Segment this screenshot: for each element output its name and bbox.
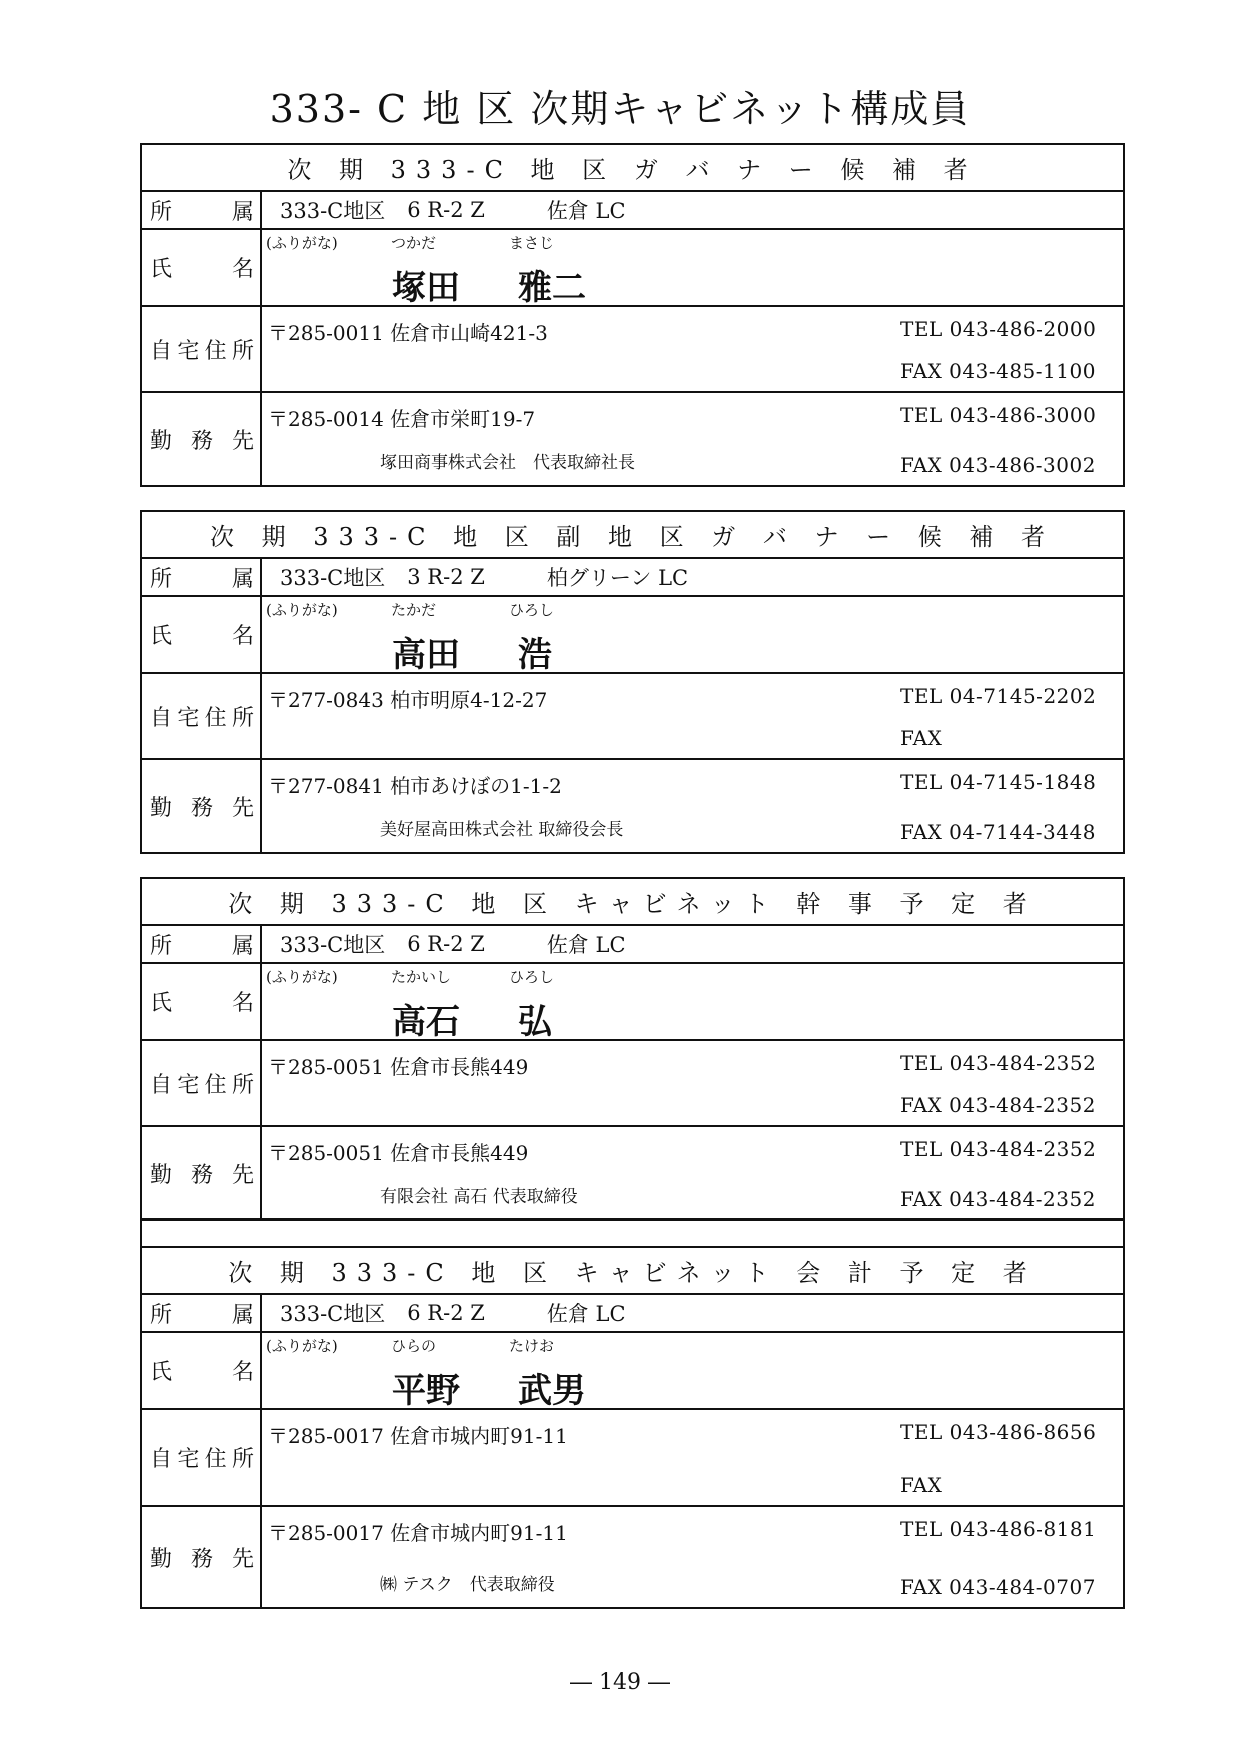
section-heading: 次 期 333-C 地 区 副 地 区 ガ バ ナ ー 候 補 者 xyxy=(142,512,1123,559)
zone: 3 R-2 Z xyxy=(407,565,485,589)
home-value xyxy=(262,307,1123,391)
work-fax: FAX 043-484-2352 xyxy=(900,1187,1096,1211)
home-address: 〒285-0011 佐倉市山崎421-3 xyxy=(268,321,548,345)
work-value xyxy=(262,760,1123,852)
home-fax: FAX xyxy=(900,726,943,750)
home-address: 〒277-0843 柏市明原4-12-27 xyxy=(268,688,548,712)
furigana-label: (ふりがな) xyxy=(266,601,338,619)
kana-family: つかだ xyxy=(391,234,437,252)
name-family: 高田 xyxy=(392,635,460,675)
club: 佐倉 LC xyxy=(546,933,626,957)
home-row xyxy=(142,1041,1123,1127)
home-tel: TEL 043-486-8656 xyxy=(900,1420,1097,1444)
kana-given: ひろし xyxy=(509,968,555,986)
section-vice-governor-candidate xyxy=(140,510,1125,854)
home-row xyxy=(142,1410,1123,1507)
affiliation-row xyxy=(142,1295,1123,1333)
work-address: 〒285-0014 佐倉市栄町19-7 xyxy=(268,407,536,431)
furigana-label: (ふりがな) xyxy=(266,968,338,986)
kana-family: たかだ xyxy=(391,601,437,619)
name-value xyxy=(262,597,1123,675)
section-secretary-designate xyxy=(140,877,1125,1221)
work-tel: TEL 043-486-8181 xyxy=(900,1517,1097,1541)
work-address: 〒285-0051 佐倉市長熊449 xyxy=(268,1141,529,1165)
affiliation-value xyxy=(262,1295,1123,1331)
affiliation-value xyxy=(262,559,1123,595)
work-company: 有限会社 高石 代表取締役 xyxy=(380,1187,578,1207)
affiliation-label: 所 属 xyxy=(142,1295,262,1331)
district: 333-C地区 xyxy=(280,566,386,590)
work-value xyxy=(262,1507,1123,1607)
name-label: 氏 名 xyxy=(142,230,262,305)
affiliation-label: 所 属 xyxy=(142,926,262,962)
work-tel: TEL 04-7145-1848 xyxy=(900,770,1097,794)
name-given: 弘 xyxy=(518,1002,552,1042)
home-label: 自 宅 住 所 xyxy=(142,1041,262,1125)
name-row xyxy=(142,1333,1123,1410)
furigana-label: (ふりがな) xyxy=(266,234,338,252)
affiliation-row xyxy=(142,192,1123,230)
zone: 6 R-2 Z xyxy=(407,932,485,956)
name-value xyxy=(262,1333,1123,1411)
kana-given: ひろし xyxy=(509,601,555,619)
affiliation-label: 所 属 xyxy=(142,192,262,228)
name-label: 氏 名 xyxy=(142,1333,262,1408)
name-row xyxy=(142,597,1123,674)
home-tel: TEL 04-7145-2202 xyxy=(900,684,1097,708)
kana-family: ひらの xyxy=(391,1337,437,1355)
work-address: 〒277-0841 柏市あけぼの1-1-2 xyxy=(268,774,562,798)
kana-family: たかいし xyxy=(391,968,452,986)
zone: 6 R-2 Z xyxy=(407,1301,485,1325)
district: 333-C地区 xyxy=(280,199,386,223)
name-family: 塚田 xyxy=(392,268,460,308)
work-row xyxy=(142,393,1123,485)
name-row xyxy=(142,964,1123,1041)
home-value xyxy=(262,674,1123,758)
page-number: ― 149 ― xyxy=(570,1670,670,1695)
affiliation-row xyxy=(142,926,1123,964)
work-row xyxy=(142,760,1123,852)
affiliation-value xyxy=(262,926,1123,962)
work-company: 塚田商事株式会社 代表取締社長 xyxy=(380,453,635,473)
zone: 6 R-2 Z xyxy=(407,198,485,222)
section-heading: 次 期 333-C 地 区 キャビネット 幹 事 予 定 者 xyxy=(142,879,1123,926)
name-row xyxy=(142,230,1123,307)
name-value xyxy=(262,964,1123,1042)
work-label: 勤 務 先 xyxy=(142,393,262,485)
home-fax: FAX 043-485-1100 xyxy=(900,359,1096,383)
home-address: 〒285-0051 佐倉市長熊449 xyxy=(268,1055,529,1079)
home-label: 自 宅 住 所 xyxy=(142,307,262,391)
home-fax: FAX 043-484-2352 xyxy=(900,1093,1096,1117)
kana-given: まさじ xyxy=(509,234,555,252)
work-fax: FAX 04-7144-3448 xyxy=(900,820,1096,844)
name-given: 武男 xyxy=(518,1371,586,1411)
district: 333-C地区 xyxy=(280,933,386,957)
section-heading: 次 期 333-C 地 区 キャビネット 会 計 予 定 者 xyxy=(142,1248,1123,1295)
home-row xyxy=(142,307,1123,393)
home-value xyxy=(262,1041,1123,1125)
district: 333-C地区 xyxy=(280,1302,386,1326)
work-row xyxy=(142,1127,1123,1219)
work-label: 勤 務 先 xyxy=(142,760,262,852)
home-address: 〒285-0017 佐倉市城内町91-11 xyxy=(268,1424,568,1448)
name-value xyxy=(262,230,1123,308)
home-label: 自 宅 住 所 xyxy=(142,674,262,758)
home-tel: TEL 043-486-2000 xyxy=(900,317,1097,341)
work-value xyxy=(262,393,1123,485)
furigana-label: (ふりがな) xyxy=(266,1337,338,1355)
home-value xyxy=(262,1410,1123,1505)
name-family: 高石 xyxy=(392,1002,460,1042)
work-fax: FAX 043-484-0707 xyxy=(900,1575,1096,1599)
work-company: 美好屋高田株式会社 取締役会長 xyxy=(380,820,624,840)
kana-given: たけお xyxy=(509,1337,555,1355)
work-label: 勤 務 先 xyxy=(142,1507,262,1607)
page-title: 333- C 地 区 次期キャビネット構成員 xyxy=(269,87,971,131)
work-row xyxy=(142,1507,1123,1607)
name-family: 平野 xyxy=(392,1371,460,1411)
home-label: 自 宅 住 所 xyxy=(142,1410,262,1505)
affiliation-row xyxy=(142,559,1123,597)
club: 佐倉 LC xyxy=(546,1302,626,1326)
affiliation-value xyxy=(262,192,1123,228)
name-given: 浩 xyxy=(518,635,552,675)
work-value xyxy=(262,1127,1123,1219)
club: 柏グリーン LC xyxy=(546,566,689,590)
club: 佐倉 LC xyxy=(546,199,626,223)
work-tel: TEL 043-486-3000 xyxy=(900,403,1097,427)
name-given: 雅二 xyxy=(518,268,586,308)
section-governor-candidate xyxy=(140,143,1125,487)
name-label: 氏 名 xyxy=(142,597,262,672)
work-company: ㈱ テスク 代表取締役 xyxy=(380,1575,555,1595)
section-heading: 次 期 333-C 地 区 ガ バ ナ ー 候 補 者 xyxy=(142,145,1123,192)
section-treasurer-designate xyxy=(140,1246,1125,1609)
work-address: 〒285-0017 佐倉市城内町91-11 xyxy=(268,1521,568,1545)
work-label: 勤 務 先 xyxy=(142,1127,262,1219)
affiliation-label: 所 属 xyxy=(142,559,262,595)
home-tel: TEL 043-484-2352 xyxy=(900,1051,1097,1075)
work-tel: TEL 043-484-2352 xyxy=(900,1137,1097,1161)
work-fax: FAX 043-486-3002 xyxy=(900,453,1096,477)
home-row xyxy=(142,674,1123,760)
blank-spacer-row xyxy=(140,1218,1125,1246)
name-label: 氏 名 xyxy=(142,964,262,1039)
home-fax: FAX xyxy=(900,1473,943,1497)
